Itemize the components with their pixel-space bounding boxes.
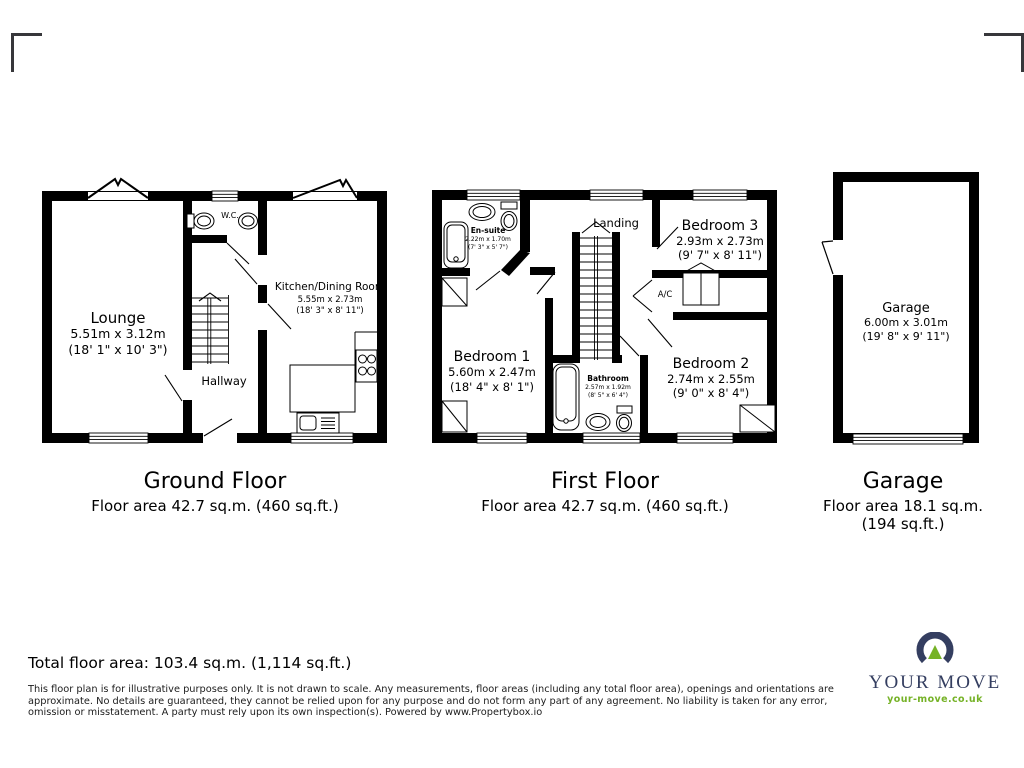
crop-mark-top-right [984, 33, 1024, 72]
room-dim-kitchen-metric: 5.55m x 2.73m [297, 295, 363, 305]
room-label-lounge: Lounge [90, 309, 146, 327]
room-label-bedroom3: Bedroom 3 [681, 218, 759, 234]
room-dim-bedroom1-imperial: (18' 4" x 8' 1") [450, 380, 534, 394]
crop-mark-top-left [11, 33, 42, 72]
logo-triangle [928, 645, 942, 659]
garage-title: Garage [862, 469, 944, 494]
garage-door [822, 241, 833, 274]
room-dim-bedroom3-imperial: (9' 7" x 8' 11") [678, 248, 762, 262]
total-floor-area: Total floor area: 103.4 sq.m. (1,114 sq.ft.) [28, 654, 352, 672]
room-dim-bedroom1-metric: 5.60m x 2.47m [448, 365, 536, 379]
room-dim-bedroom2-metric: 2.74m x 2.55m [667, 372, 755, 386]
first-floor-title: First Floor [550, 469, 660, 494]
room-dim-bedroom2-imperial: (9' 0" x 8' 4") [672, 386, 750, 400]
ground-floor-title: Ground Floor [143, 469, 287, 494]
logo-website-text: your-move.co.uk [887, 694, 983, 705]
room-dim-bathroom-metric: 2.57m x 1.92m [585, 384, 631, 391]
room-label-wc: W.C. [221, 211, 239, 220]
ground-floor-plan [35, 170, 395, 460]
room-label-hallway: Hallway [201, 374, 247, 388]
garage-area-line2: (194 sq.ft.) [861, 515, 945, 533]
room-dim-bathroom-imperial: (8' 5" x 6' 4") [588, 392, 628, 399]
first-floor-plan [425, 170, 785, 460]
room-dim-garage-metric: 6.00m x 3.01m [864, 316, 948, 329]
garage-area-line1: Floor area 18.1 sq.m. [823, 497, 983, 515]
room-dim-bedroom3-metric: 2.93m x 2.73m [676, 234, 764, 248]
your-move-logo [845, 632, 1024, 708]
room-label-kitchen: Kitchen/Dining Room [274, 281, 386, 293]
logo-brand-text: YOUR MOVE [868, 672, 1002, 693]
room-dim-garage-imperial: (19' 8" x 9' 11") [862, 330, 950, 343]
ground-floor-area: Floor area 42.7 sq.m. (460 sq.ft.) [91, 497, 339, 515]
room-label-bedroom2: Bedroom 2 [672, 356, 750, 372]
room-dim-lounge-imperial: (18' 1" x 10' 3") [68, 342, 168, 357]
garage-plan [818, 165, 988, 455]
first-floor-area: Floor area 42.7 sq.m. (460 sq.ft.) [481, 497, 729, 515]
room-label-bedroom1: Bedroom 1 [453, 349, 531, 365]
room-dim-lounge-metric: 5.51m x 3.12m [70, 326, 166, 341]
room-label-ensuite: En-suite [470, 226, 506, 235]
disclaimer-text: This floor plan is for illustrative purposes only. It is not drawn to scale. Any measurements, floor areas (including any total floor area), openings and orientations are approximate. No details are guaranteed, they cannot be relied upon for any purpose and do not form any part of any agreement. No liability is taken for any error, omission or misstatement. A party must rely upon its own inspection(s). Powered by www.Propertybox.io [28, 684, 834, 719]
room-label-ac: A/C [657, 290, 673, 300]
room-label-garage: Garage [882, 301, 930, 316]
room-dim-ensuite-metric: 2.22m x 1.70m [465, 236, 511, 243]
room-dim-ensuite-imperial: (7' 3" x 5' 7") [468, 244, 508, 251]
your-move-logo-icon [909, 632, 961, 672]
room-label-landing: Landing [593, 216, 639, 230]
garage-vehicle-door [853, 434, 963, 444]
room-dim-kitchen-imperial: (18' 3" x 8' 11") [296, 306, 364, 316]
room-label-bathroom: Bathroom [587, 374, 629, 383]
